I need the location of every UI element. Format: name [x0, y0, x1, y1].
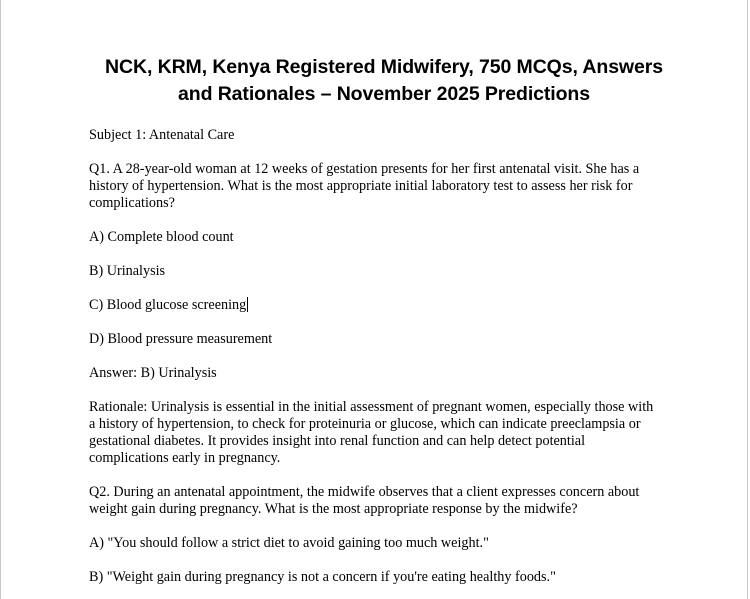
q2-question: Q2. During an antenatal appointment, the midwife observes that a client expresses concern about weight gain during pregnancy. What is the most appropriate response by the midwife? — [89, 484, 640, 517]
document-body — [89, 54, 679, 586]
q1-option-b: B) Urinalysis — [89, 263, 166, 279]
subject-heading: Subject 1: Antenatal Care — [89, 127, 235, 143]
q1-option-d: D) Blood pressure measurement — [89, 331, 273, 347]
q1-question: Q1. A 28-year-old woman at 12 weeks of gestation presents for her first antenatal visit. She has a history of hypertension. What is the most appropriate initial laboratory test to assess her risk for complications? — [89, 161, 640, 211]
title-line-1: NCK, KRM, Kenya Registered Midwifery, 750 MCQs, Answers — [105, 56, 663, 78]
q1-answer: Answer: B) Urinalysis — [89, 365, 217, 381]
q1-option-a: A) Complete blood count — [89, 229, 234, 245]
text-cursor — [247, 297, 248, 312]
q2-option-b: B) "Weight gain during pregnancy is not a concern if you're eating healthy foods." — [89, 569, 556, 585]
q1-option-c-line[interactable] — [89, 297, 679, 314]
title-line-2: and Rationales – November 2025 Predictions — [178, 83, 590, 105]
document-title — [69, 54, 699, 108]
q1-rationale: Rationale: Urinalysis is essential in the initial assessment of pregnant women, especially those with a history of hypertension, to check for proteinuria or glucose, which can indicate preeclampsia or gestational diabetes. It provides insight into renal function and can help detect potential complications early in pregnancy. — [89, 399, 654, 466]
q1-option-c: C) Blood glucose screening — [89, 297, 247, 313]
q2-option-a: A) "You should follow a strict diet to avoid gaining too much weight." — [89, 535, 489, 551]
